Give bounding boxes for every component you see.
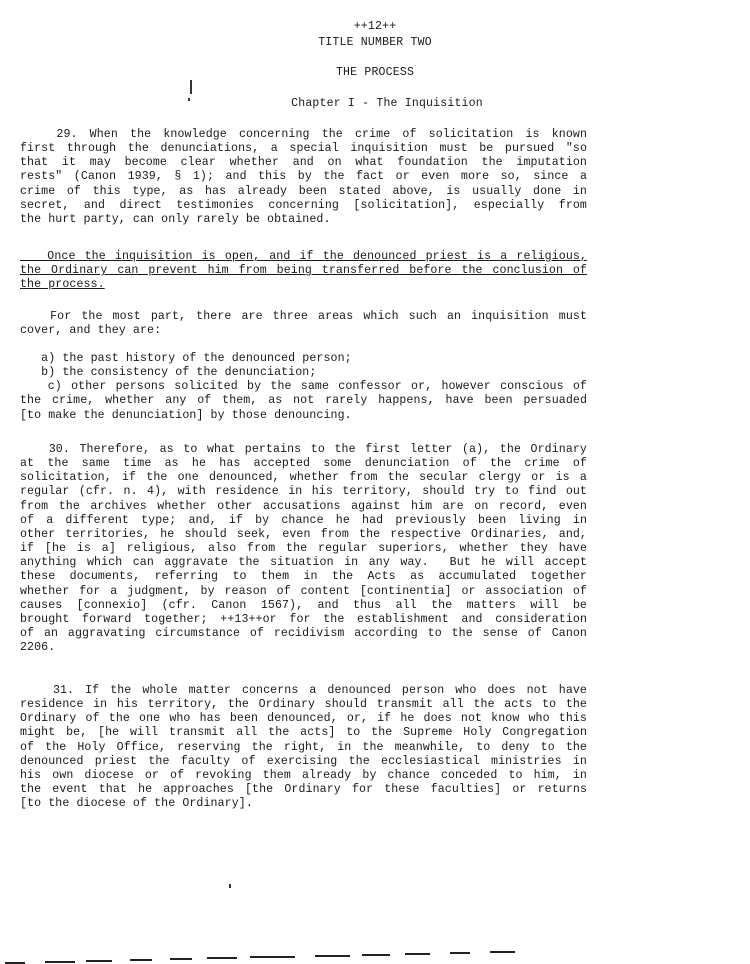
text-line: rests" (Canon 1939, § 1); and this by the fact or even more so, since a xyxy=(20,170,587,184)
text-line: of the Holy Office, reserving the right, in the meanwhile, to deny to the xyxy=(20,740,587,754)
margin-mark xyxy=(190,80,192,94)
scan-artifact-line xyxy=(490,951,515,953)
scan-artifact-line xyxy=(130,959,152,961)
text-line: from the archives whether other accusations against him are on record, even xyxy=(20,499,587,513)
text-line: 2206. xyxy=(20,641,56,655)
text-line: secret, and direct testimonies concerning [solicitation], especially from xyxy=(20,198,587,212)
text-line: c) other persons solicited by the same confessor or, however conscious of xyxy=(20,380,587,394)
text-line: the event that he approaches [the Ordinary for these faculties] or returns xyxy=(20,783,587,797)
text-line: b) the consistency of the denunciation; xyxy=(20,366,317,380)
text-line: anything which can aggravate the situation in any way. But he will accept xyxy=(20,556,587,570)
text-line: of a different type; and, if by chance he had previously been living in xyxy=(20,513,587,527)
text-line: these documents, referring to them in the Acts as accumulated together xyxy=(20,570,587,584)
text-line: at the same time as he has accepted some denunciation of the crime of xyxy=(20,457,587,471)
text-line: cover, and they are: xyxy=(20,324,162,338)
text-line: brought forward together; ++13++or for the establishment and consideration xyxy=(20,612,587,626)
text-line: of an aggravating circumstance of recidivism according to the sense of Canon xyxy=(20,626,587,640)
text-line: 30. Therefore, as to what pertains to the first letter (a), the Ordinary xyxy=(20,443,587,456)
title-heading: TITLE NUMBER TWO xyxy=(318,36,432,49)
text-line: regular (cfr. n. 4), with residence in his territory, should try to find out xyxy=(20,485,587,499)
text-line: 31. If the whole matter concerns a denounced person who does not have xyxy=(20,684,587,697)
scan-artifact-line xyxy=(450,952,470,954)
stray-mark xyxy=(229,884,231,888)
text-line: the hurt party, can only rarely be obtained. xyxy=(20,212,331,226)
text-line: solicitation, if the one denounced, whether from the secular clergy or is a xyxy=(20,471,587,485)
scan-artifact-line xyxy=(207,957,237,959)
text-line: [to make the denunciation] by those denouncing. xyxy=(20,408,352,422)
text-line: a) the past history of the denounced person; xyxy=(20,352,352,365)
scan-artifact-line xyxy=(362,954,390,956)
text-line: his own diocese or of revoking them already by chance conceded to him, in xyxy=(20,768,587,782)
scan-artifact-line xyxy=(86,960,112,962)
text-line: that it may become clear whether and on what foundation the imputation xyxy=(20,156,587,170)
text-line: 29. When the knowledge concerning the crime of solicitation is known xyxy=(20,128,587,141)
text-line: might be, [he will transmit all the acts] to the Supreme Holy Congregation xyxy=(20,726,587,740)
section-heading: THE PROCESS xyxy=(335,66,415,79)
text-line: causes [connexio] (cfr. Canon 1567), and thus all the matters will be xyxy=(20,598,587,612)
scan-artifact-line xyxy=(405,953,430,955)
text-line: For the most part, there are three areas which such an inquisition must xyxy=(20,310,587,323)
text-line: residence in his territory, the Ordinary should transmit all the acts to the xyxy=(20,698,587,712)
page-marker: ++12++ xyxy=(353,20,397,33)
scan-artifact-line xyxy=(45,961,75,963)
text-line: the crime, whether any of them, as not rarely happens, have been persuaded xyxy=(20,394,587,408)
text-line: whether for a judgment, by reason of content [continentia] or association of xyxy=(20,584,587,598)
chapter-heading: Chapter I - The Inquisition xyxy=(291,97,483,110)
scan-artifact-line xyxy=(170,958,192,960)
margin-mark xyxy=(188,98,190,101)
scan-artifact-line xyxy=(250,956,295,958)
text-line: [to the diocese of the Ordinary]. xyxy=(20,797,253,811)
text-line: if [he is a] religious, also from the regular superiors, whether they have xyxy=(20,542,587,556)
text-line: Ordinary of the one who has been denounced, or, if he does not know who this xyxy=(20,712,587,726)
text-line: the process. xyxy=(20,278,105,292)
text-line: denounced priest the faculty of exercising the ecclesiastical ministries in xyxy=(20,754,587,768)
text-line: first through the denunciations, a special inquisition must be pursued "so xyxy=(20,142,587,156)
text-line: other territories, he should seek, even from the respective Ordinaries, and, xyxy=(20,527,587,541)
text-line: the Ordinary can prevent him from being transferred before the conclusion of xyxy=(20,264,587,278)
scan-artifact-line xyxy=(315,955,350,957)
text-line: Once the inquisition is open, and if the denounced priest is a religious, xyxy=(20,250,587,263)
text-line: crime of this type, as has already been stated above, is usually done in xyxy=(20,184,587,198)
